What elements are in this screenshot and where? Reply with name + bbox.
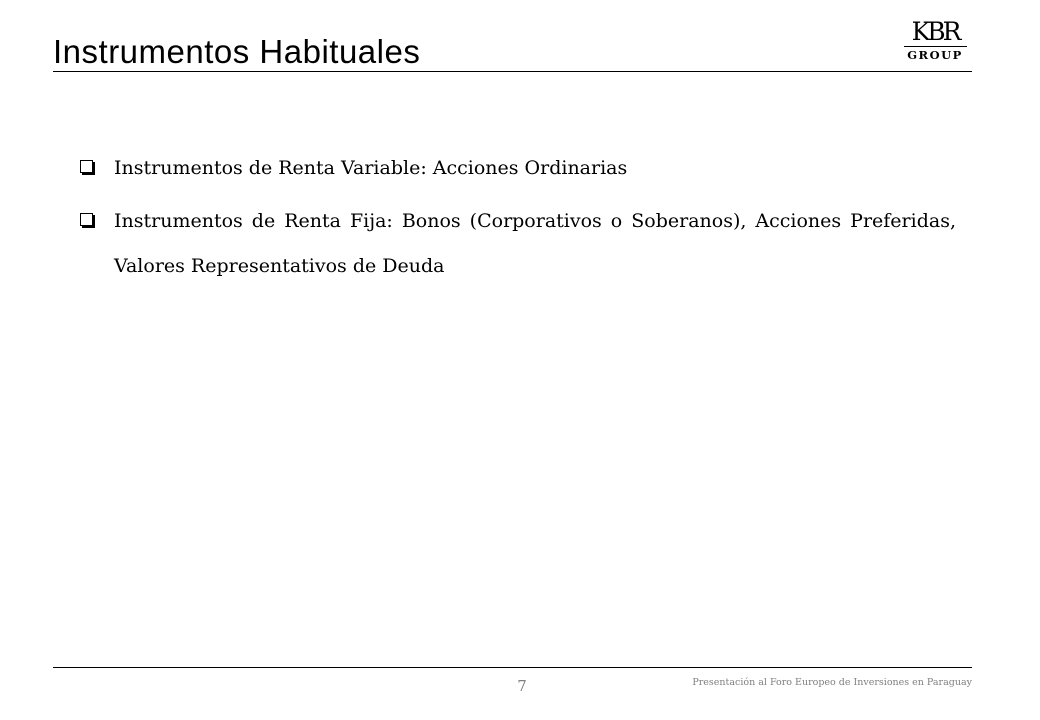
bullet-item [78, 199, 956, 289]
footer-caption: Presentación al Foro Europeo de Inversiones en Paraguay [692, 677, 972, 688]
bullet-text: Instrumentos de Renta Fija: Bonos (Corporativos o Soberanos), Acciones Preferidas, Valores Representativos de Deuda [114, 210, 956, 277]
bullet-text: Instrumentos de Renta Variable: Acciones Ordinarias [114, 157, 628, 179]
logo-mark: KBR [911, 17, 959, 46]
checkbox-bullet-icon [80, 160, 93, 173]
page-number: 7 [517, 677, 527, 695]
checkbox-bullet-icon [80, 213, 93, 226]
slide-title: Instrumentos Habituales [53, 33, 421, 70]
footer-divider [53, 667, 972, 668]
logo-divider [904, 46, 967, 47]
title-divider [53, 71, 972, 72]
company-logo [900, 18, 970, 64]
bullet-item [78, 146, 956, 191]
bullet-list [78, 146, 956, 297]
logo-subtitle: GROUP [907, 48, 963, 62]
